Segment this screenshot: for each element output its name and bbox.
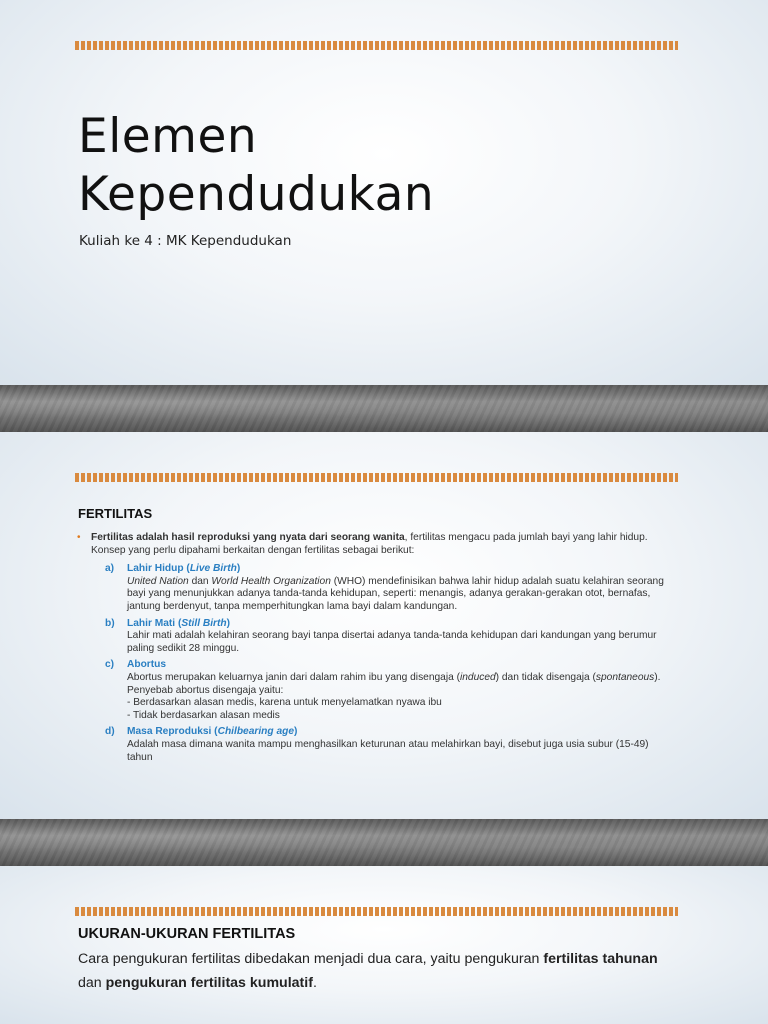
list-item — [105, 617, 672, 656]
item-body: Lahir mati adalah kelahiran seorang bayi tanpa disertai adanya tanda-tanda kehidupan dari kandungan yang berumur paling sedikit 28 minggu. — [127, 630, 657, 654]
ukuran-paragraph — [78, 947, 678, 995]
paragraph-bold: pengukuran fertilitas kumulatif — [105, 975, 313, 991]
slide-subtitle: Kuliah ke 4 : MK Kependudukan — [79, 233, 292, 249]
intro-bullet — [77, 532, 672, 557]
item-body-text: (WHO) mendefinisikan bahwa lahir hidup adalah suatu kelahiran seorang bayi yang menunjukkan adanya tanda-tanda kehidupan, seperti: menangis, adanya gerakan-gerakan otot, bernafas, jantung berdenyut, tanpa memperhitungkan lama bayi dalam kandungan. — [127, 575, 664, 612]
item-heading-italic: Chilbearing age — [217, 726, 295, 738]
decorative-stripe — [75, 41, 678, 50]
slide-ukuran-fertilitas — [0, 866, 768, 1024]
item-body-text: ). — [654, 671, 661, 683]
item-body-italic: induced — [459, 671, 496, 683]
item-heading-text: Masa Reproduksi ( — [127, 726, 218, 738]
item-heading-close: ) — [226, 617, 231, 629]
slide-divider — [0, 819, 768, 866]
section-heading: UKURAN-UKURAN FERTILITAS — [78, 926, 296, 942]
intro-rest: , fertilitas mengacu pada jumlah bayi yang lahir hidup. Konsep yang perlu dipahami berkaitan dengan fertilitas sebagai berikut: — [91, 532, 648, 556]
item-heading — [127, 563, 672, 576]
item-body-text: Abortus merupakan keluarnya janin dari dalam rahim ibu yang disengaja ( — [127, 671, 460, 683]
item-heading — [127, 618, 672, 631]
slide-title — [0, 0, 768, 385]
cause-item: - Tidak berdasarkan alasan medis — [127, 709, 280, 721]
item-body-italic: United Nation — [127, 575, 189, 587]
intro-bold: Fertilitas adalah hasil reproduksi yang nyata dari seorang wanita — [91, 532, 405, 543]
decorative-stripe — [75, 473, 678, 482]
item-heading-close: ) — [294, 726, 298, 738]
section-heading: FERTILITAS — [78, 506, 153, 521]
cause-title: Penyebab abortus disengaja yaitu: — [127, 684, 284, 696]
item-body — [127, 576, 672, 614]
paragraph-text: dan — [78, 975, 106, 991]
list-marker: a) — [105, 563, 115, 575]
paragraph-text: Cara pengukuran fertilitas dibedakan menjadi dua cara, yaitu pengukuran — [78, 951, 544, 967]
item-body-italic: World Health Organization — [211, 575, 331, 587]
paragraph-text: . — [312, 975, 317, 991]
title-line-1: Elemen — [78, 109, 258, 164]
item-body — [127, 672, 672, 685]
list-item — [105, 726, 672, 764]
item-heading: Abortus — [127, 659, 167, 671]
item-heading-text: Lahir Hidup ( — [127, 563, 190, 575]
list-marker: c) — [105, 659, 115, 671]
item-body-text: dan — [188, 575, 212, 587]
list-marker: b) — [105, 617, 115, 629]
item-body: Adalah masa dimana wanita mampu menghasilkan keturunan atau melahirkan bayi, disebut juga usia subur (15-49) tahun — [127, 738, 649, 763]
cause-item: - Berdasarkan alasan medis, karena untuk menyelamatkan nyawa ibu — [127, 697, 442, 709]
slide-fertilitas — [0, 432, 768, 819]
list-marker: d) — [105, 726, 115, 738]
item-body-italic: spontaneous — [595, 671, 655, 683]
item-body-text: ) dan tidak disengaja ( — [495, 671, 596, 683]
list-item — [105, 563, 672, 613]
concept-list — [77, 563, 672, 764]
fertilitas-content — [77, 532, 672, 768]
item-heading-italic: Still Birth — [181, 617, 227, 629]
slide-divider — [0, 385, 768, 432]
slide-title-heading — [78, 108, 434, 224]
item-heading-italic: Live Birth — [189, 563, 237, 575]
bullet-dot-icon: • — [77, 532, 81, 543]
item-heading-text: Lahir Mati ( — [127, 617, 182, 629]
item-heading — [127, 726, 672, 739]
item-heading-close: ) — [236, 563, 241, 575]
list-item — [105, 659, 672, 722]
title-line-2: Kependudukan — [78, 167, 435, 222]
decorative-stripe — [75, 907, 678, 916]
paragraph-bold: fertilitas tahunan — [543, 951, 658, 967]
